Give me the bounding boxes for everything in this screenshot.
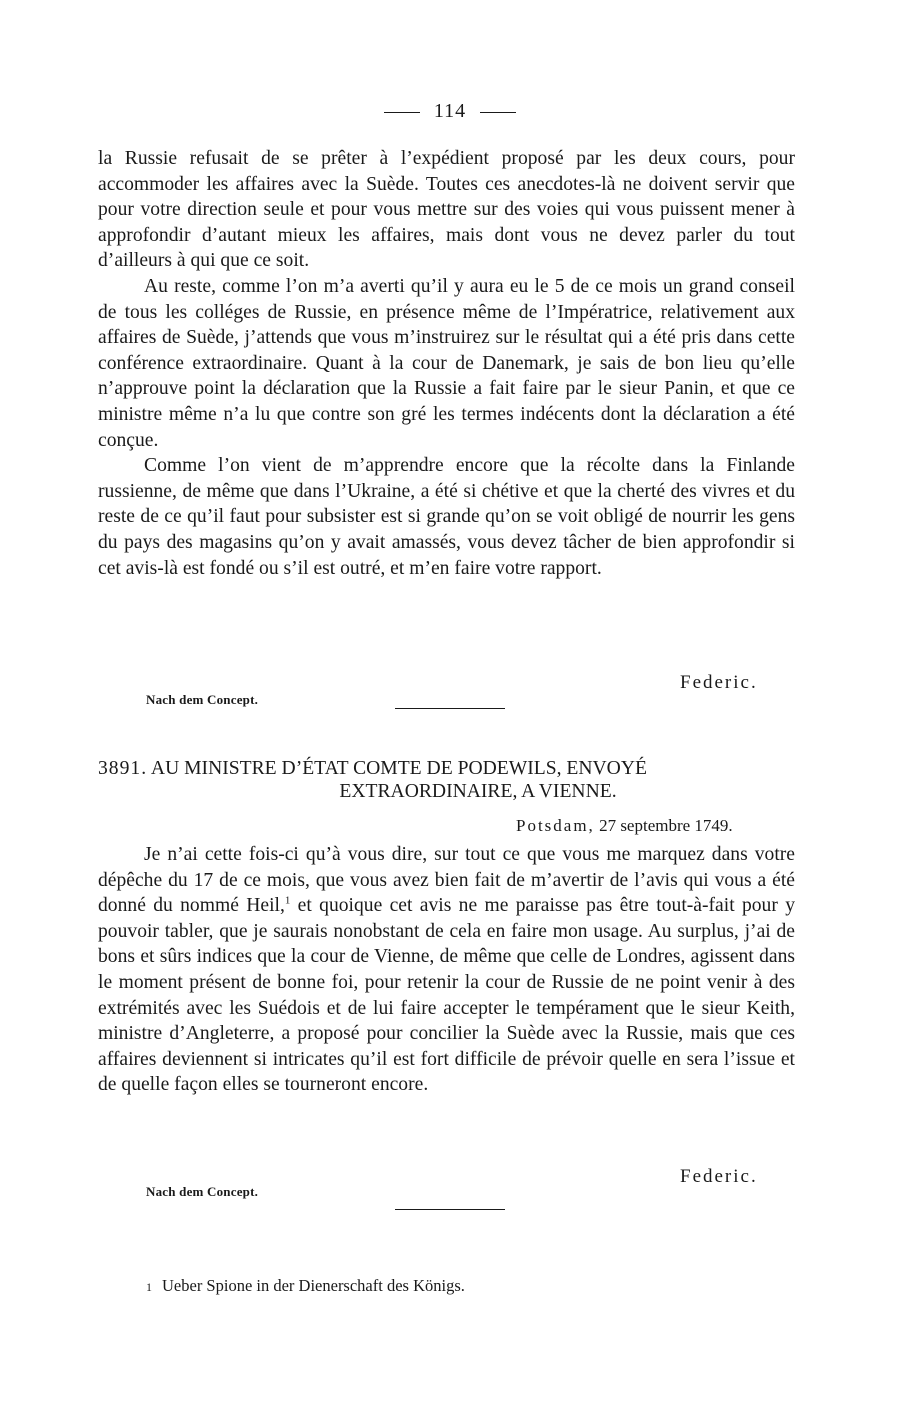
page-number-dash-left	[384, 112, 420, 113]
letter-1-paragraph-2: Au reste, comme l’on m’a averti qu’il y aura eu le 5 de ce mois un grand conseil de tous les colléges de Russie, en présence même de l’Impératrice, relativement aux affaires de Suède, j’attends que vous m’instruirez sur le résultat qui a été pris dans cette conférence extraordinaire. Quant à la cour de Danemark, je sais de bon lieu qu’elle n’approuve point la déclaration que la Russie a fait faire par le sieur Panin, et que ce ministre même n’a lu que contre son gré les termes indécents dont la déclaration a été conçue.	[98, 275, 795, 451]
letter-2-heading-line-1: AU MINISTRE D’ÉTAT COMTE DE PODEWILS, ENVOYÉ	[150, 758, 647, 779]
page-number-dash-right	[480, 112, 516, 113]
page-number	[0, 100, 900, 123]
letter-1-paragraph-1: la Russie refusait de se prêter à l’expédient proposé par les deux cours, pour accommoder les affaires avec la Suède. Toutes ces anecdotes-là ne doivent servir que pour votre direction seule et pour vous mettre sur des voies qui vous puissent mener à approfondir d’autant mieux les affaires, mais dont vous ne devez parler du tout d’ailleurs à qui que ce soit.	[98, 148, 795, 272]
letter-2-text-after-note: et quoique cet avis ne me paraisse pas être tout-à-fait pour y pouvoir tabler, que je saurais nonobstant de cela en faire mon usage. Au surplus, j’ai de bons et sûrs indices que la cour de Vienne, de même que celle de Londres, agissent dans le moment présent de bonne foi, pour retenir la cour de Russie de ne point venir à des extrémités avec les Suédois et de lui faire accepter le tempérament que le sieur Keith, ministre d’Angleterre, a proposé pour concilier la Suède avec la Russie, mais que ces affaires deviennent si intricates qu’il est fort difficile de prévoir quelle en sera l’issue et de quelle façon elles se tourneront encore.	[98, 895, 795, 1096]
letter-2-heading	[98, 757, 798, 803]
footnote	[146, 1276, 465, 1296]
letter-2-date-place: Potsdam,	[516, 816, 595, 835]
footnote-text: Ueber Spione in der Dienerschaft des Königs.	[162, 1276, 465, 1295]
footnote-reference: 1	[284, 894, 291, 907]
letter-2-paragraph	[98, 842, 795, 1098]
letter-2-dateline	[516, 816, 733, 836]
letter-1-paragraph-3: Comme l’on vient de m’apprendre encore que la récolte dans la Finlande russienne, de même que dans l’Ukraine, a été si chétive et que la cherté des vivres et du reste de ce qu’il faut pour subsister est si grande qu’on se voit obligé de nourrir les gens du pays des magasins qu’on y avait amassés, vous devez tâcher de bien approfondir si cet avis-là est fondé ou s’il est outré, et m’en faire votre rapport.	[98, 455, 795, 579]
page-number-value: 114	[433, 100, 467, 122]
letter-1-source-note: Nach dem Concept.	[146, 692, 259, 707]
section-divider-2	[395, 1209, 505, 1210]
letter-2-heading-line-2: EXTRAORDINAIRE, A VIENNE.	[339, 781, 617, 802]
letter-2-number: 3891.	[98, 758, 148, 779]
section-divider-1	[395, 708, 505, 709]
letter-2-body	[98, 842, 795, 1098]
letter-1-signature: Federic.	[680, 672, 758, 693]
letter-2-text-before-note: Je n’ai cette fois-ci qu’à vous dire, sur tout ce que vous me marquez dans votre dépêche du 17 de ce mois, que vous avez bien fait de m’avertir de l’avis qui vous a été donné du nommé Heil,	[98, 844, 795, 917]
footnote-mark: 1	[146, 1280, 152, 1294]
letter-2-date: 27 septembre 1749.	[599, 816, 733, 835]
letter-1-body	[98, 146, 795, 581]
letter-2-source-note: Nach dem Concept.	[146, 1184, 259, 1199]
letter-2-signature: Federic.	[680, 1166, 758, 1187]
